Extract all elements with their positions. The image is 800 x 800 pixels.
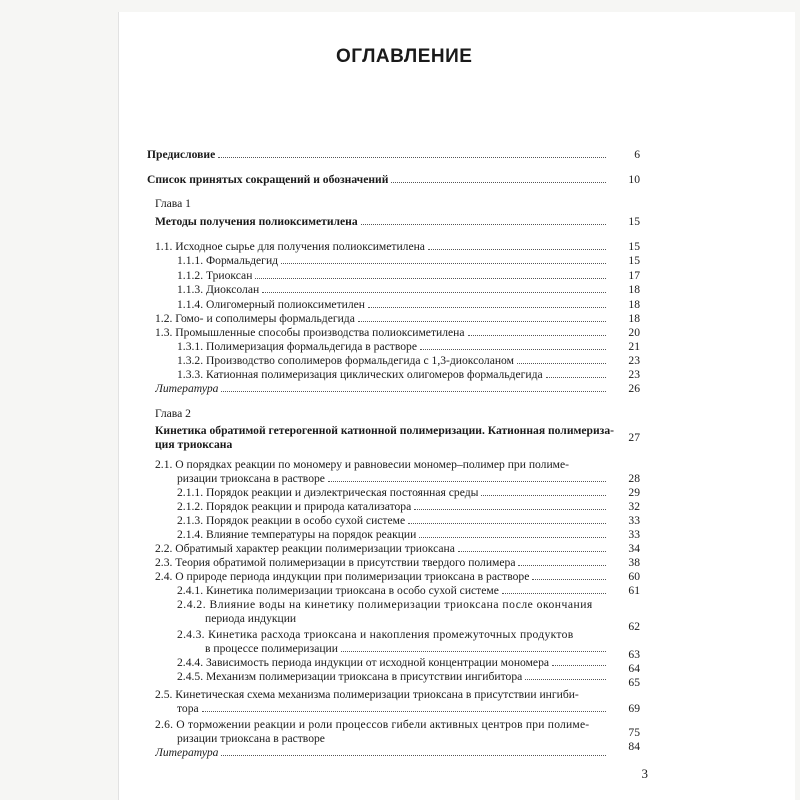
- toc-entry-2-4-2[interactable]: 2.4.2. Влияние воды на кинетику полимеризации триоксана после окончания: [177, 598, 593, 611]
- chapter-2-label: Глава 2: [155, 407, 191, 420]
- toc-page: 62: [628, 620, 640, 633]
- toc-entry-abbreviations[interactable]: Список принятых сокращений и обозначений: [147, 173, 608, 187]
- toc-entry-2-4-4[interactable]: 2.4.4. Зависимость периода индукции от исходной концентрации мономера: [177, 656, 608, 670]
- toc-entry-1-1-1[interactable]: 1.1.1. Формальдегид: [177, 254, 608, 268]
- toc-entry-1-3-2[interactable]: 1.3.2. Производство сополимеров формальдегида с 1,3-диоксоланом: [177, 354, 608, 368]
- toc-page: 18: [628, 312, 640, 325]
- toc-page: 69: [628, 702, 640, 715]
- toc-entry-1-2[interactable]: 1.2. Гомо- и сополимеры формальдегида: [155, 312, 608, 326]
- toc-entry-2-4[interactable]: 2.4. О природе периода индукции при полимеризации триоксана в растворе: [155, 570, 608, 584]
- chapter-1-heading[interactable]: Методы получения полиоксиметилена: [155, 215, 608, 229]
- toc-entry-1-1-3[interactable]: 1.1.3. Диоксолан: [177, 283, 608, 297]
- toc-page: 15: [628, 215, 640, 228]
- toc-page: 23: [628, 368, 640, 381]
- toc-entry-2-3[interactable]: 2.3. Теория обратимой полимеризации в присутствии твердого полимера: [155, 556, 608, 570]
- toc-entry-2-1-4[interactable]: 2.1.4. Влияние температуры на порядок реакции: [177, 528, 608, 542]
- toc-page: 32: [628, 500, 640, 513]
- toc-entry-2-4-5[interactable]: 2.4.5. Механизм полимеризации триоксана в присутствии ингибитора: [177, 670, 608, 684]
- toc-page: 34: [628, 542, 640, 555]
- toc-entry-2-4-3-cont[interactable]: в процессе полимеризации: [205, 642, 608, 656]
- toc-page: 38: [628, 556, 640, 569]
- toc-page: 23: [628, 354, 640, 367]
- toc-entry-2-1-2[interactable]: 2.1.2. Порядок реакции и природа катализатора: [177, 500, 608, 514]
- toc-page: 18: [628, 283, 640, 296]
- toc-entry-2-1-1[interactable]: 2.1.1. Порядок реакции и диэлектрическая постоянная среды: [177, 486, 608, 500]
- toc-entry-2-1-cont[interactable]: ризации триоксана в растворе: [177, 472, 608, 486]
- toc-page: 33: [628, 514, 640, 527]
- chapter-2-heading[interactable]: Кинетика обратимой гетерогенной катионной полимеризации. Катионная полимериза-: [155, 424, 614, 437]
- toc-page: 60: [628, 570, 640, 583]
- toc-entry-1-3-1[interactable]: 1.3.1. Полимеризация формальдегида в растворе: [177, 340, 608, 354]
- toc-page: 64: [628, 662, 640, 675]
- toc-entry-2-4-2-cont[interactable]: периода индукции: [205, 612, 297, 625]
- toc-entry-1-3-3[interactable]: 1.3.3. Катионная полимеризация циклических олигомеров формальдегида: [177, 368, 608, 382]
- toc-page: 27: [628, 431, 640, 444]
- toc-entry-2-2[interactable]: 2.2. Обратимый характер реакции полимеризации триоксана: [155, 542, 608, 556]
- toc-page: 6: [634, 148, 640, 161]
- toc-entry-2-5[interactable]: 2.5. Кинетическая схема механизма полимеризации триоксана в присутствии ингиби-: [155, 688, 579, 701]
- toc-page: 15: [628, 254, 640, 267]
- toc-page: 28: [628, 472, 640, 485]
- toc-entry-literature-2[interactable]: Литература: [155, 746, 608, 760]
- toc-entry-2-4-1[interactable]: 2.4.1. Кинетика полимеризации триоксана в особо сухой системе: [177, 584, 608, 598]
- toc-page: 18: [628, 298, 640, 311]
- toc-entry-2-1-3[interactable]: 2.1.3. Порядок реакции в особо сухой системе: [177, 514, 608, 528]
- toc-entry-1-1-4[interactable]: 1.1.4. Олигомерный полиоксиметилен: [177, 298, 608, 312]
- toc-page: 21: [628, 340, 640, 353]
- toc-entry-1-1[interactable]: 1.1. Исходное сырье для получения полиоксиметилена: [155, 240, 608, 254]
- toc-page: 65: [628, 676, 640, 689]
- toc-entry-1-1-2[interactable]: 1.1.2. Триоксан: [177, 269, 608, 283]
- page-number: 3: [641, 766, 648, 781]
- toc-page: 20: [628, 326, 640, 339]
- page-title: ОГЛАВЛЕНИЕ: [336, 46, 473, 67]
- toc-entry-2-5-cont[interactable]: тора: [177, 702, 608, 716]
- toc-page: 33: [628, 528, 640, 541]
- toc-entry-1-3[interactable]: 1.3. Промышленные способы производства полиоксиметилена: [155, 326, 608, 340]
- toc-entry-literature-1[interactable]: Литература: [155, 382, 608, 396]
- toc-page: 84: [628, 740, 640, 753]
- toc-page: 75: [628, 726, 640, 739]
- toc-entry-2-1[interactable]: 2.1. О порядках реакции по мономеру и равновесии мономер–полимер при полиме-: [155, 458, 570, 471]
- toc-page: 15: [628, 240, 640, 253]
- toc-page: 17: [628, 269, 640, 282]
- chapter-2-heading-cont[interactable]: ция триоксана: [155, 438, 233, 451]
- toc-entry-preface[interactable]: Предисловие: [147, 148, 608, 162]
- toc-page: 26: [628, 382, 640, 395]
- toc-entry-2-6[interactable]: 2.6. О торможении реакции и роли процессов гибели активных центров при полиме-: [155, 718, 590, 731]
- toc-page: 63: [628, 648, 640, 661]
- toc-entry-2-6-cont[interactable]: ризации триоксана в растворе: [177, 732, 325, 745]
- toc-page: 10: [628, 173, 640, 186]
- toc-entry-2-4-3[interactable]: 2.4.3. Кинетика расхода триоксана и накопления промежуточных продуктов: [177, 628, 574, 641]
- toc-page: 61: [628, 584, 640, 597]
- toc-page: 29: [628, 486, 640, 499]
- chapter-1-label: Глава 1: [155, 197, 191, 210]
